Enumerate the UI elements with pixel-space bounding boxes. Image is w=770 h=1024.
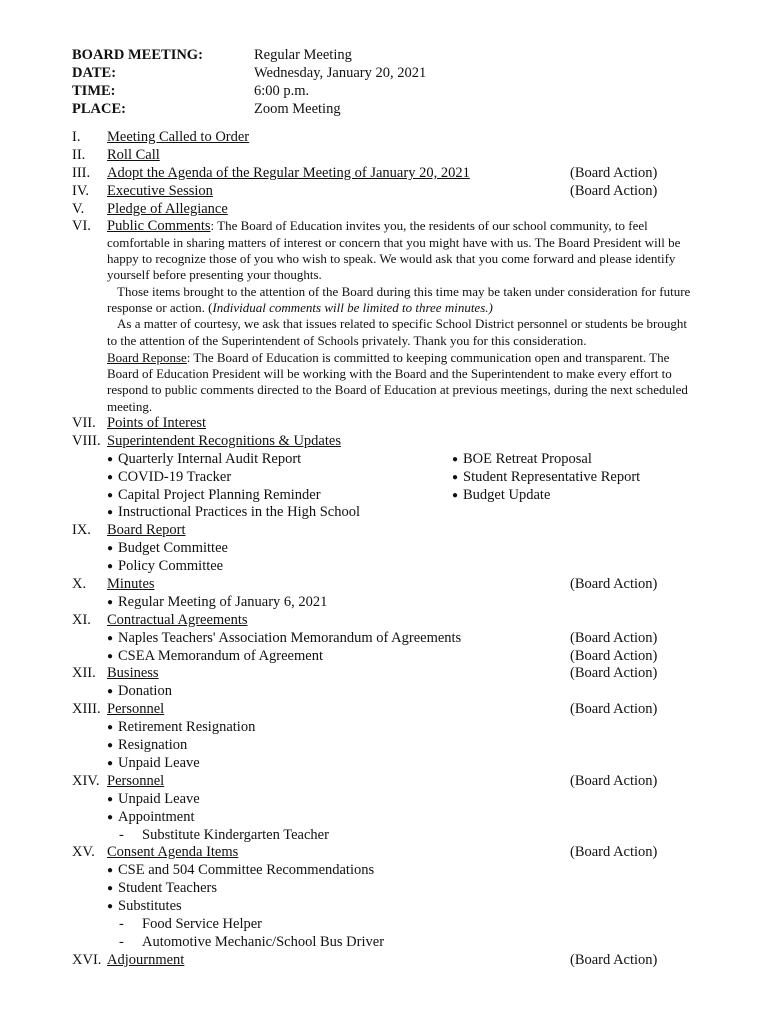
item-title: Pledge of Allegiance xyxy=(107,200,228,217)
board-action-label: (Board Action) xyxy=(570,182,658,199)
sub-item-right xyxy=(452,451,592,469)
agenda-item-i xyxy=(72,129,692,147)
agenda-item-ix xyxy=(72,522,692,540)
header-row-time xyxy=(72,82,426,100)
sub-item-label: COVID-19 Tracker xyxy=(118,468,232,485)
dash-item xyxy=(72,934,692,952)
item-title: Meeting Called to Order xyxy=(107,129,250,145)
dash-item-label: Automotive Mechanic/School Bus Driver xyxy=(142,933,385,950)
agenda-item-x xyxy=(72,576,692,594)
sub-item xyxy=(72,898,692,916)
sub-item xyxy=(72,594,692,612)
agenda-item-xiii xyxy=(72,701,692,719)
sub-item-label: Budget Update xyxy=(463,486,551,503)
bullet-icon: ● xyxy=(107,471,114,483)
item-number: X. xyxy=(72,576,87,593)
sub-item xyxy=(72,791,692,809)
meeting-header xyxy=(72,46,426,118)
sub-item-label: Regular Meeting of January 6, 2021 xyxy=(118,593,328,610)
bullet-icon: ● xyxy=(107,793,114,805)
bullet-icon: ● xyxy=(107,722,114,734)
agenda-item-xiv xyxy=(72,773,692,791)
bullet-icon: ● xyxy=(107,865,114,877)
sub-item-label: Policy Committee xyxy=(118,558,224,575)
item-number: XVI. xyxy=(72,951,102,968)
agenda-item-xi xyxy=(72,612,692,630)
board-response-text: : The Board of Education is committed to keeping communication open and transparent. The Board of Education President will be working with the Board and the Superintendent to make every effort to respond to public comments directed to the Board of Education at previous meetings, during the next scheduled meeting. xyxy=(107,349,688,414)
sub-item-label: CSE and 504 Committee Recommendations xyxy=(118,862,375,879)
bullet-icon: ● xyxy=(107,561,114,573)
agenda-item-xvi xyxy=(72,952,692,970)
bullet-icon: ● xyxy=(107,901,114,913)
item-title: Personnel xyxy=(107,701,165,718)
agenda-list xyxy=(72,129,692,970)
sub-item-right xyxy=(452,487,550,505)
item-number: I. xyxy=(72,129,81,145)
sub-item-label: Donation xyxy=(118,683,172,700)
item-number: XV. xyxy=(72,844,95,861)
bullet-icon: ● xyxy=(452,453,459,465)
dash-item xyxy=(72,916,692,934)
agenda-item-viii xyxy=(72,433,692,451)
item-title: Business xyxy=(107,665,159,682)
dash-icon: - xyxy=(119,933,124,950)
board-action-label: (Board Action) xyxy=(570,844,658,861)
sub-item xyxy=(72,737,692,755)
sub-item-label: Naples Teachers' Association Memorandum of Agreements xyxy=(118,629,462,646)
item-number: XII. xyxy=(72,665,96,682)
board-action-label: (Board Action) xyxy=(570,629,658,646)
agenda-item-v xyxy=(72,201,692,219)
time-label: TIME: xyxy=(72,83,116,99)
sub-item xyxy=(72,648,692,666)
board-action-label: (Board Action) xyxy=(570,665,658,682)
date-value: Wednesday, January 20, 2021 xyxy=(254,65,427,81)
sub-item-label: Budget Committee xyxy=(118,540,228,557)
agenda-item-iv xyxy=(72,183,692,201)
item-number: VIII. xyxy=(72,432,101,449)
item-number: XI. xyxy=(72,611,91,628)
board-meeting-label: BOARD MEETING: xyxy=(72,47,203,63)
board-response-paragraph xyxy=(72,350,697,415)
header-row-date xyxy=(72,64,426,82)
item-title: Executive Session xyxy=(107,182,213,199)
sub-item-label: Unpaid Leave xyxy=(118,754,200,771)
place-label: PLACE: xyxy=(72,101,126,117)
sub-item xyxy=(72,540,692,558)
item-number: XIV. xyxy=(72,772,100,789)
item-number: IV. xyxy=(72,182,90,199)
sub-item xyxy=(72,469,692,487)
board-action-label: (Board Action) xyxy=(570,164,658,181)
item-number: V. xyxy=(72,200,85,217)
bullet-icon: ● xyxy=(452,471,459,483)
sub-item xyxy=(72,504,692,522)
bullet-icon: ● xyxy=(107,650,114,662)
sub-item-label: Unpaid Leave xyxy=(118,790,200,807)
board-action-label: (Board Action) xyxy=(570,951,658,968)
item-title: Points of Interest xyxy=(107,415,207,432)
agenda-item-ii xyxy=(72,147,692,165)
time-limit-note: Individual comments will be limited to three minutes.) xyxy=(212,299,493,315)
sub-item xyxy=(72,809,692,827)
item-number: IX. xyxy=(72,522,91,539)
board-meeting-value: Regular Meeting xyxy=(254,47,352,63)
bullet-icon: ● xyxy=(107,883,114,895)
sub-item-label: Substitutes xyxy=(118,898,182,915)
sub-item-label: Resignation xyxy=(118,737,188,754)
sub-item xyxy=(72,630,692,648)
agenda-item-xii xyxy=(72,665,692,683)
bullet-icon: ● xyxy=(107,507,114,519)
item-number: VI. xyxy=(72,218,91,235)
bullet-icon: ● xyxy=(107,632,114,644)
item-title: Board Report xyxy=(107,522,186,539)
item-number: III. xyxy=(72,164,91,181)
sub-item-label: Appointment xyxy=(118,808,195,825)
sub-item xyxy=(72,755,692,773)
item-title: Contractual Agreements xyxy=(107,611,248,628)
item-title: Public Comments xyxy=(107,218,211,235)
item-title: Roll Call xyxy=(107,146,160,163)
dash-item-label: Food Service Helper xyxy=(142,915,262,932)
header-row-place xyxy=(72,100,426,118)
item-title: Minutes xyxy=(107,576,155,593)
public-comments-paragraph xyxy=(72,218,697,283)
bullet-icon: ● xyxy=(107,740,114,752)
agenda-item-iii xyxy=(72,165,692,183)
item-title: Superintendent Recognitions & Updates xyxy=(107,432,341,449)
bullet-icon: ● xyxy=(107,453,114,465)
sub-item xyxy=(72,487,692,505)
sub-item-label: BOE Retreat Proposal xyxy=(463,450,592,467)
agenda-item-vi xyxy=(72,218,692,415)
place-value: Zoom Meeting xyxy=(254,101,341,117)
public-comments-text: : The Board of Education invites you, the residents of our school community, to feel comfortable in sharing matters of interest or concern that you might have with us. The Board President will be happy to recognize those of you who wish to speak. We would ask that you come forward and please identify yourself before presenting your thoughts. xyxy=(107,218,681,283)
bullet-icon: ● xyxy=(107,543,114,555)
item-number: XIII. xyxy=(72,701,101,718)
sub-item xyxy=(72,683,692,701)
sub-item-label: Capital Project Planning Reminder xyxy=(118,486,321,503)
bullet-icon: ● xyxy=(107,757,114,769)
dash-icon: - xyxy=(119,915,124,932)
board-action-label: (Board Action) xyxy=(570,701,658,718)
sub-item xyxy=(72,558,692,576)
board-action-label: (Board Action) xyxy=(570,772,658,789)
item-title: Adjournment xyxy=(107,951,185,968)
agenda-item-vii xyxy=(72,415,692,433)
bullet-icon: ● xyxy=(107,596,114,608)
date-label: DATE: xyxy=(72,65,117,81)
sub-item xyxy=(72,880,692,898)
sub-item xyxy=(72,719,692,737)
bullet-icon: ● xyxy=(107,489,114,501)
time-value: 6:00 p.m. xyxy=(254,83,310,99)
dash-icon: - xyxy=(119,826,124,843)
sub-item-label: Student Representative Report xyxy=(463,468,641,485)
sub-item xyxy=(72,451,692,469)
bullet-icon: ● xyxy=(107,811,114,823)
item-number: VII. xyxy=(72,415,96,432)
item-title: Personnel xyxy=(107,772,165,789)
public-comments-courtesy: As a matter of courtesy, we ask that issues related to specific School District personnel or students be brought to the attention of the Superintendent of Schools privately. Thank you for this consideration. xyxy=(107,316,687,348)
sub-item xyxy=(72,862,692,880)
item-number: II. xyxy=(72,146,86,163)
item-title: Adopt the Agenda of the Regular Meeting of January 20, 2021 xyxy=(107,164,470,181)
public-comments-time-limit xyxy=(72,284,697,317)
header-row-board-meeting xyxy=(72,46,426,64)
board-action-label: (Board Action) xyxy=(570,647,658,664)
time-limit-text: Those items brought to the attention of the Board during this time may be taken under consideration for future response or action. ( xyxy=(107,283,691,315)
bullet-icon: ● xyxy=(452,489,459,501)
sub-item-label: Quarterly Internal Audit Report xyxy=(118,450,302,467)
dash-item xyxy=(72,827,692,845)
agenda-item-xv xyxy=(72,844,692,862)
sub-item-label: Retirement Resignation xyxy=(118,719,256,736)
dash-item-label: Substitute Kindergarten Teacher xyxy=(142,826,329,843)
board-action-label: (Board Action) xyxy=(570,576,658,593)
sub-item-right xyxy=(452,469,640,487)
item-title: Consent Agenda Items xyxy=(107,844,239,861)
sub-item-label: Student Teachers xyxy=(118,880,217,897)
bullet-icon: ● xyxy=(107,686,114,698)
sub-item-label: CSEA Memorandum of Agreement xyxy=(118,647,323,664)
board-response-label: Board Reponse xyxy=(107,349,187,365)
sub-item-label: Instructional Practices in the High School xyxy=(118,504,361,521)
